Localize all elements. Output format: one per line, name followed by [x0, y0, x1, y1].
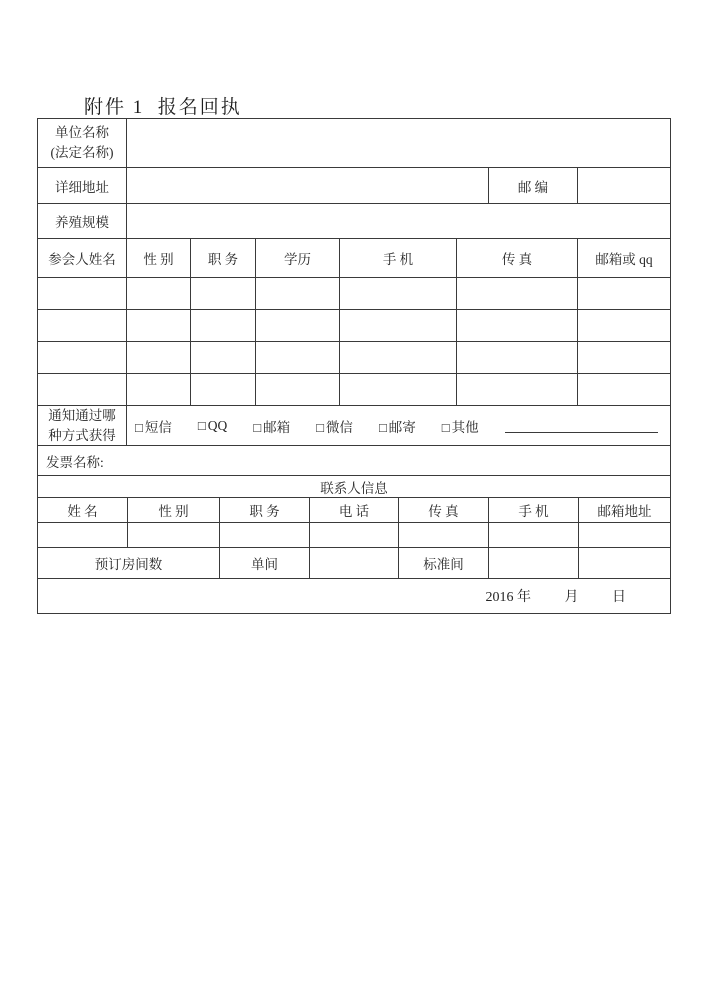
notify-label [38, 406, 127, 446]
participant-header-position: 职 务 [191, 239, 256, 278]
contact-header-email: 邮箱地址 [579, 498, 671, 523]
contact-header-name: 姓 名 [38, 498, 128, 523]
notify-option-wechat [316, 416, 353, 436]
contact-header-gender: 性 别 [128, 498, 220, 523]
participant-input-cell [578, 278, 671, 310]
invoice-table [37, 445, 671, 476]
notify-option-email [253, 416, 290, 436]
participant-input-cell [457, 374, 578, 406]
participant-header-email: 邮箱或 qq [578, 239, 671, 278]
notify-option-label: 邮寄 [388, 419, 416, 435]
unit-name-label [38, 119, 127, 168]
room-single-input-cell [310, 548, 399, 579]
contact-input-cell [220, 523, 310, 548]
notify-option-label: 微信 [325, 419, 353, 435]
participant-input-cell [127, 278, 191, 310]
participant-input-cell [256, 342, 340, 374]
room-single-label: 单间 [220, 548, 310, 579]
page-title: 附件 1 报名回执 [84, 97, 242, 118]
room-standard-label: 标准间 [399, 548, 489, 579]
notify-option-other [442, 416, 479, 436]
notify-option-label: 短信 [144, 419, 172, 435]
contact-input-cell [579, 523, 671, 548]
participant-input-cell [127, 310, 191, 342]
participant-input-cell [191, 342, 256, 374]
contact-input-cell [38, 523, 128, 548]
address-label: 详细地址 [38, 168, 127, 204]
postcode-input-cell [578, 168, 671, 204]
contact-input-cell [128, 523, 220, 548]
participant-input-cell [578, 310, 671, 342]
notify-option-mail [379, 416, 416, 436]
participant-input-cell [38, 374, 127, 406]
participants-table [37, 238, 671, 406]
participant-header-name: 参会人姓名 [38, 239, 127, 278]
participant-input-cell [127, 342, 191, 374]
notify-option-sms [135, 416, 172, 436]
date-line [38, 579, 671, 614]
scale-input-cell [127, 204, 671, 239]
participant-input-cell [340, 374, 457, 406]
participant-input-cell [38, 342, 127, 374]
participant-input-cell [340, 310, 457, 342]
unit-name-label-line2: (法定名称) [50, 145, 114, 160]
checkbox-icon: □ [316, 419, 324, 435]
participant-input-cell [38, 310, 127, 342]
checkbox-icon: □ [253, 419, 262, 435]
participant-input-cell [457, 278, 578, 310]
address-input-cell [127, 168, 489, 204]
date-table [37, 578, 671, 614]
room-extra-input-cell [579, 548, 671, 579]
scale-label: 养殖规模 [38, 204, 127, 239]
contact-input-cell [489, 523, 579, 548]
participant-input-cell [256, 278, 340, 310]
participant-input-cell [578, 374, 671, 406]
contact-header-mobile: 手 机 [489, 498, 579, 523]
participant-input-cell [256, 310, 340, 342]
contact-header-position: 职 务 [220, 498, 310, 523]
participant-header-mobile: 手 机 [340, 239, 457, 278]
participant-input-cell [256, 374, 340, 406]
unit-name-label-line1: 单位名称 [55, 125, 109, 141]
notify-label-line2: 种方式获得 [48, 427, 116, 443]
contact-section-title: 联系人信息 [38, 476, 671, 498]
participant-input-cell [340, 342, 457, 374]
rooms-label: 预订房间数 [38, 548, 220, 579]
notify-option-label: 邮箱 [263, 419, 291, 435]
notify-option-label: 其他 [451, 419, 479, 435]
notify-option-label: QQ [207, 417, 228, 433]
date-year: 2016 年 [485, 590, 531, 606]
unit-info-table [37, 118, 671, 239]
contacts-table [37, 475, 671, 548]
participant-input-cell [191, 278, 256, 310]
participant-input-cell [457, 310, 578, 342]
contact-header-phone: 电 话 [310, 498, 399, 523]
participant-header-fax: 传 真 [457, 239, 578, 278]
postcode-label: 邮 编 [489, 168, 578, 204]
participant-input-cell [191, 310, 256, 342]
contact-input-cell [399, 523, 489, 548]
participant-row [38, 278, 671, 310]
checkbox-icon: □ [135, 419, 143, 435]
checkbox-icon: □ [378, 419, 387, 435]
unit-name-input-cell [127, 119, 671, 168]
contact-input-cell [310, 523, 399, 548]
checkbox-icon: □ [441, 419, 450, 435]
participant-input-cell [127, 374, 191, 406]
notify-table [37, 405, 671, 446]
participant-row [38, 310, 671, 342]
room-standard-input-cell [489, 548, 579, 579]
date-month: 月 [564, 590, 579, 606]
participant-row [38, 374, 671, 406]
rooms-table [37, 547, 671, 579]
participant-header-gender: 性 别 [127, 239, 191, 278]
checkbox-icon: □ [197, 417, 206, 433]
participant-input-cell [340, 278, 457, 310]
participant-header-education: 学历 [256, 239, 340, 278]
participant-row [38, 342, 671, 374]
invoice-label: 发票名称: [38, 446, 671, 476]
participant-input-cell [578, 342, 671, 374]
date-day: 日 [612, 590, 626, 606]
contact-row [38, 523, 671, 548]
notify-option-qq [198, 418, 227, 434]
participant-input-cell [38, 278, 127, 310]
registration-form [37, 118, 670, 614]
notify-options-cell [127, 406, 671, 446]
other-fill-line [505, 418, 658, 433]
participant-input-cell [457, 342, 578, 374]
contact-header-fax: 传 真 [399, 498, 489, 523]
notify-label-line1: 通知通过哪 [48, 408, 116, 423]
participant-input-cell [191, 374, 256, 406]
